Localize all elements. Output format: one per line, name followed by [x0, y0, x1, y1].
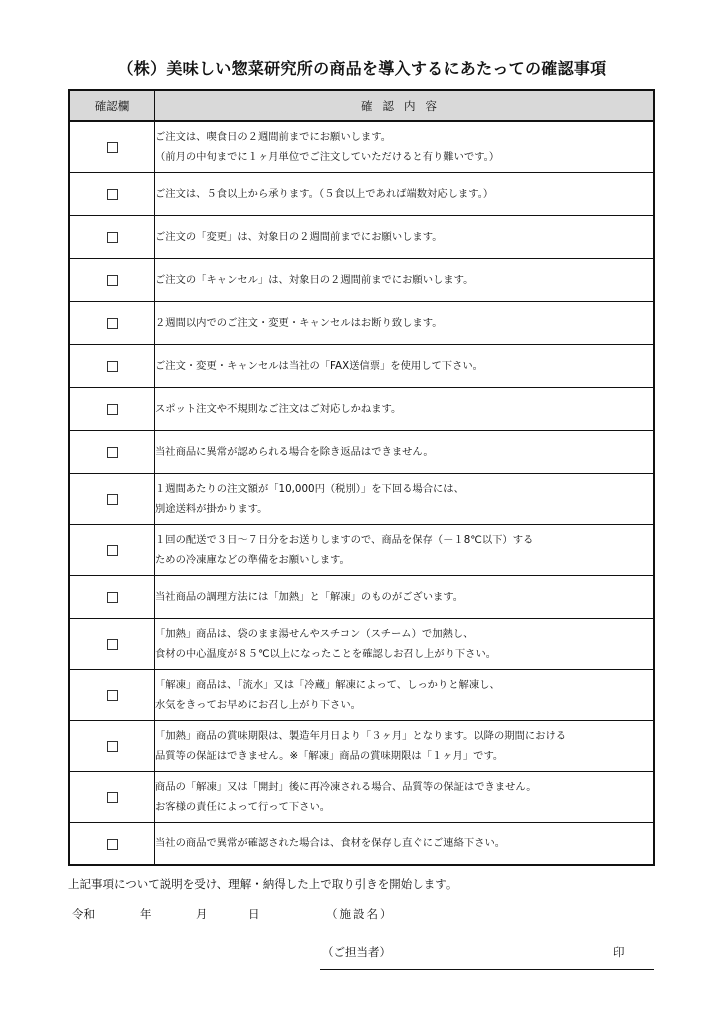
content-line: ２週間以内でのご注文・変更・キャンセルはお断り致します。 [155, 316, 443, 329]
content-cell [155, 524, 655, 575]
table-row [69, 215, 654, 258]
table-row [69, 121, 654, 172]
checklist-table [68, 89, 655, 866]
check-cell [69, 524, 155, 575]
table-row [69, 344, 654, 387]
content-line: 商品の「解凍」又は「開封」後に再冷凍される場合、品質等の保証はできません。 [155, 780, 537, 793]
content-line: お客様の責任によって行って下さい。 [155, 800, 331, 813]
content-cell [155, 575, 655, 618]
check-cell [69, 720, 155, 771]
confirm-checkbox[interactable] [107, 792, 118, 803]
confirm-checkbox[interactable] [107, 361, 118, 372]
date-era-label: 令和 [72, 907, 95, 921]
page-title: （株）美味しい惣菜研究所の商品を導入するにあたっての確認事項 [117, 59, 607, 78]
confirm-checkbox[interactable] [107, 142, 118, 153]
signature-line [320, 969, 654, 970]
content-cell [155, 301, 655, 344]
checklist-rows [69, 121, 654, 865]
table-row [69, 669, 654, 720]
check-cell [69, 344, 155, 387]
person-in-charge-label: （ご担当者） [322, 945, 391, 959]
table-row [69, 301, 654, 344]
check-cell [69, 172, 155, 215]
content-line: スポット注文や不規則なご注文はご対応しかねます。 [155, 402, 402, 415]
content-cell [155, 618, 655, 669]
table-row [69, 172, 654, 215]
confirm-checkbox[interactable] [107, 741, 118, 752]
confirm-checkbox[interactable] [107, 447, 118, 458]
confirm-checkbox[interactable] [107, 275, 118, 286]
confirm-checkbox[interactable] [107, 690, 118, 701]
check-cell [69, 618, 155, 669]
table-row [69, 618, 654, 669]
check-cell [69, 822, 155, 865]
facility-name-label: （施設名） [326, 907, 394, 921]
check-cell [69, 387, 155, 430]
header-check-column: 確認欄 [69, 90, 155, 121]
content-line: 水気をきってお早めにお召し上がり下さい。 [155, 698, 361, 711]
content-line: ご注文は、喫食日の２週間前までにお願いします。 [155, 130, 392, 143]
content-cell [155, 669, 655, 720]
date-day-label: 日 [248, 907, 260, 921]
content-line: ご注文・変更・キャンセルは当社の「FAX送信票」を使用して下さい。 [155, 359, 483, 372]
seal-label: 印 [613, 945, 625, 959]
content-cell [155, 771, 655, 822]
date-year-label: 年 [140, 907, 152, 921]
content-line: ご注文の「キャンセル」は、対象日の２週間前までにお願いします。 [155, 273, 474, 286]
table-header-row [69, 90, 654, 121]
confirm-checkbox[interactable] [107, 189, 118, 200]
table-row [69, 822, 654, 865]
content-cell [155, 430, 655, 473]
content-cell [155, 172, 655, 215]
content-cell [155, 720, 655, 771]
content-line: 「加熱」商品の賞味期限は、製造年月日より「３ヶ月」となります。以降の期間における [155, 729, 567, 742]
content-line: １週間あたりの注文額が「10,000円（税別）」を下回る場合には、 [155, 482, 464, 495]
content-cell [155, 121, 655, 172]
content-line: （前月の中旬までに１ヶ月単位でご注文していただけると有り難いです。） [155, 150, 500, 163]
check-cell [69, 258, 155, 301]
table-row [69, 430, 654, 473]
content-cell [155, 822, 655, 865]
check-cell [69, 430, 155, 473]
content-cell [155, 215, 655, 258]
table-row [69, 473, 654, 524]
check-cell [69, 301, 155, 344]
check-cell [69, 215, 155, 258]
confirm-checkbox[interactable] [107, 404, 118, 415]
table-row [69, 387, 654, 430]
table-row [69, 524, 654, 575]
check-cell [69, 121, 155, 172]
table-row [69, 720, 654, 771]
confirm-checkbox[interactable] [107, 839, 118, 850]
content-line: 食材の中心温度が８５℃以上になったことを確認しお召し上がり下さい。 [155, 647, 497, 660]
content-cell [155, 473, 655, 524]
table-row [69, 575, 654, 618]
content-line: 「解凍」商品は、「流水」又は「冷蔵」解凍によって、しっかりと解凍し、 [155, 678, 500, 691]
table-row [69, 771, 654, 822]
confirm-checkbox[interactable] [107, 592, 118, 603]
content-cell [155, 258, 655, 301]
confirm-checkbox[interactable] [107, 639, 118, 650]
content-cell [155, 387, 655, 430]
confirm-checkbox[interactable] [107, 545, 118, 556]
content-cell [155, 344, 655, 387]
content-line: ご注文は、５食以上から承ります。（５食以上であれば端数対応します。） [155, 187, 494, 200]
agreement-text: 上記事項について説明を受け、理解・納得した上で取り引きを開始します。 [68, 877, 458, 891]
content-line: 当社の商品で異常が確認された場合は、食材を保存し直ぐにご連絡下さい。 [155, 837, 506, 850]
table-row [69, 258, 654, 301]
content-line: ご注文の「変更」は、対象日の２週間前までにお願いします。 [155, 230, 443, 243]
content-line: １回の配送で３日〜７日分をお送りしますので、商品を保存（－１8℃以下）する [155, 533, 534, 546]
date-month-label: 月 [196, 907, 208, 921]
content-line: 別途送料が掛かります。 [155, 502, 268, 515]
header-content-column: 確認内容 [155, 90, 655, 121]
check-cell [69, 575, 155, 618]
check-cell [69, 473, 155, 524]
check-cell [69, 669, 155, 720]
check-cell [69, 771, 155, 822]
content-line: ための冷凍庫などの準備をお願いします。 [155, 553, 350, 566]
content-line: 当社商品に異常が認められる場合を除き返品はできません。 [155, 445, 434, 458]
confirm-checkbox[interactable] [107, 318, 118, 329]
confirm-checkbox[interactable] [107, 494, 118, 505]
content-line: 当社商品の調理方法には「加熱」と「解凍」のものがございます。 [155, 590, 464, 603]
content-line: 「加熱」商品は、袋のまま湯せんやスチコン（スチーム）で加熱し、 [155, 627, 474, 640]
confirm-checkbox[interactable] [107, 232, 118, 243]
content-line: 品質等の保証はできません。※「解凍」商品の賞味期限は「１ヶ月」です。 [155, 749, 504, 762]
